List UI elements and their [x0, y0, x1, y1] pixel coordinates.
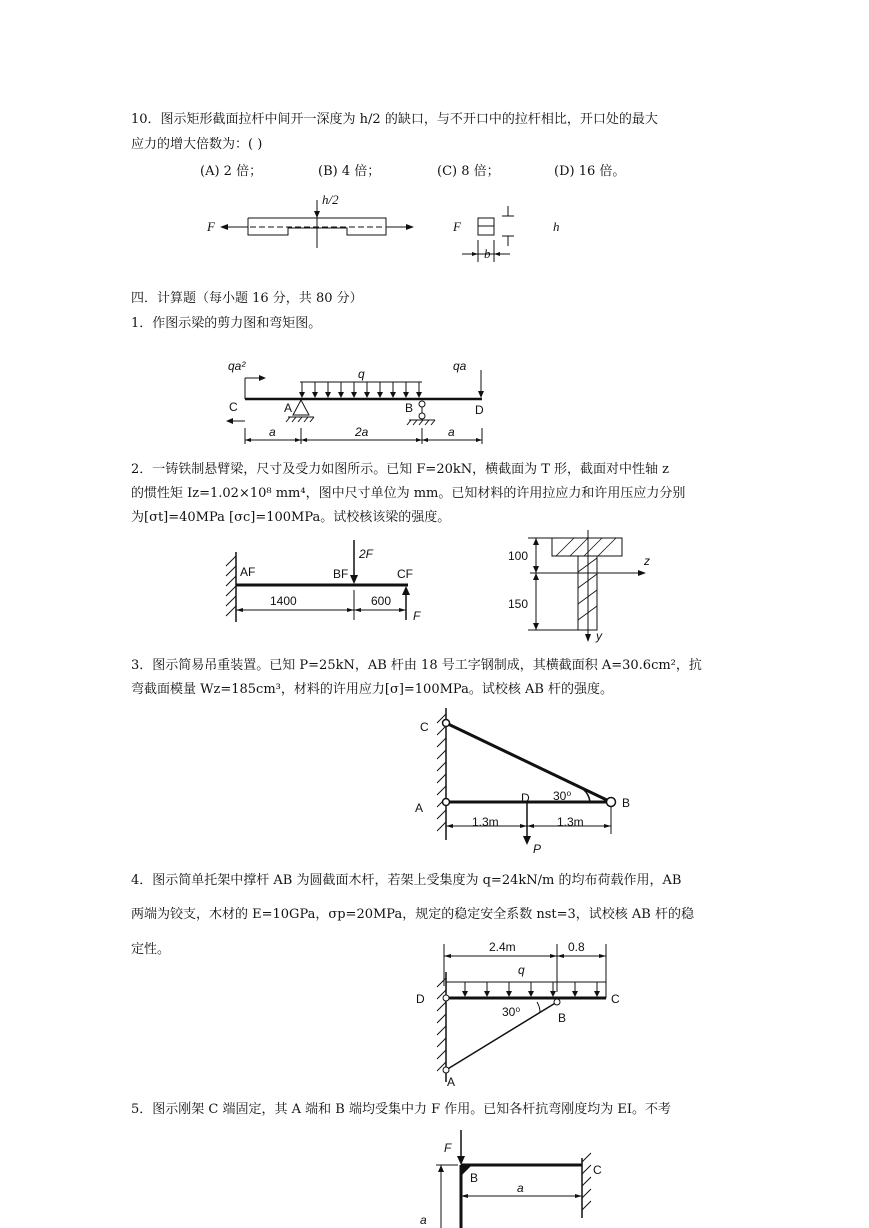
- q1-qa-label: qa: [453, 359, 467, 373]
- q4-len-1: 2.4m: [489, 940, 516, 954]
- q2-dim-100: 100: [508, 549, 529, 563]
- q10-line2: 应力的增大倍数为：( ): [131, 137, 263, 152]
- q2-axis-y: y: [596, 629, 602, 643]
- q2-len-1400: 1400: [270, 594, 297, 608]
- q2-line2: 的惯性矩 Iz=1.02×10⁸ mm⁴，图中尺寸单位为 mm。已知材料的许用拉应力和许用压应力分别: [131, 486, 686, 501]
- q1-dim-2: 2a: [355, 425, 369, 439]
- q3-point-b: B: [622, 796, 631, 810]
- q4-line1: 4．图示简单托架中撑杆 AB 为圆截面木杆，若架上受集度为 q=24kN/m 的均布荷载作用，AB: [131, 873, 682, 888]
- q4-len-2: 0.8: [568, 940, 585, 954]
- q3-point-a: A: [415, 801, 424, 815]
- q3-point-d: D: [521, 791, 530, 805]
- q4-point-c: C: [611, 992, 620, 1006]
- q2-line3: 为[σt]=40MPa [σc]=100MPa。试校核该梁的强度。: [131, 510, 451, 525]
- q10-b-label: b: [484, 246, 491, 261]
- q2-load-2f: 2F: [359, 547, 374, 561]
- q5-load-f: F: [444, 1141, 452, 1155]
- q5-dim-a-vertical: a: [420, 1213, 427, 1227]
- q4-point-d: D: [416, 992, 425, 1006]
- q10-option-c: (C) 8 倍；: [437, 164, 500, 179]
- q10-force-label: F: [207, 219, 215, 234]
- q2-len-600: 600: [371, 594, 392, 608]
- q4-point-a: A: [447, 1075, 456, 1089]
- q10-h-label: h: [553, 219, 560, 234]
- q3-angle: 30⁰: [553, 789, 572, 803]
- q5-dim-a-horizontal: a: [517, 1181, 524, 1195]
- q10-option-a: (A) 2 倍；: [200, 164, 263, 179]
- q10-notch-label: h/2: [322, 192, 339, 207]
- section4-title: 四．计算题（每小题 16 分，共 80 分）: [131, 291, 363, 306]
- q1-point-b: B: [405, 401, 414, 415]
- q10-option-d: (D) 16 倍。: [554, 164, 626, 179]
- q5-line1: 5．图示刚架 C 端固定，其 A 端和 B 端均受集中力 F 作用。已知各杆抗弯刚度均为 EI。不考: [131, 1102, 671, 1117]
- q1-dim-3: a: [448, 425, 455, 439]
- q2-load-f: F: [413, 609, 421, 623]
- q4-line2: 两端为铰支，木材的 E=10GPa，σp=20MPa，规定的稳定安全系数 nst=3，试校核 AB 杆的稳: [131, 907, 694, 922]
- q2-label-cf: CF: [397, 567, 413, 581]
- q1-point-d: D: [475, 403, 484, 417]
- q3-load-p: P: [533, 842, 542, 856]
- q2-axis-z: z: [644, 554, 650, 568]
- q2-dim-150: 150: [508, 597, 529, 611]
- q1-dim-1: a: [269, 425, 276, 439]
- q10-line1: 10．图示矩形截面拉杆中间开一深度为 h/2 的缺口，与不开口中的拉杆相比，开口处的最大: [131, 112, 658, 127]
- q10-option-b: (B) 4 倍；: [318, 164, 381, 179]
- q1-q-label: q: [358, 367, 365, 381]
- q2-label-af: AF: [240, 565, 256, 579]
- q1-point-a: A: [284, 401, 293, 415]
- q3-line2: 弯截面模量 Wz=185cm³，材料的许用应力[σ]=100MPa。试校核 AB 杆的强度。: [131, 682, 614, 697]
- q4-line3: 定性。: [131, 942, 171, 957]
- q1-moment-label: qa²: [228, 359, 246, 373]
- q10-section-force: F: [453, 219, 461, 234]
- q3-len-1: 1.3m: [472, 815, 499, 829]
- q3-point-c: C: [420, 720, 429, 734]
- q3-line1: 3．图示简易吊重装置。已知 P=25kN，AB 杆由 18 号工字钢制成，其横截面积 A=30.6cm²，抗: [131, 658, 702, 673]
- q2-line1: 2．一铸铁制悬臂梁，尺寸及受力如图所示。已知 F=20kN，横截面为 T 形，截面对中性轴 z: [131, 462, 670, 477]
- q4-q-label: q: [518, 963, 525, 977]
- q1-point-c: C: [229, 400, 238, 414]
- q1-text: 1．作图示梁的剪力图和弯矩图。: [131, 316, 322, 331]
- q5-point-b: B: [470, 1171, 479, 1185]
- q3-len-2: 1.3m: [557, 815, 584, 829]
- q2-label-bf: BF: [333, 567, 349, 581]
- q5-point-c: C: [593, 1163, 602, 1177]
- q4-angle: 30⁰: [502, 1005, 521, 1019]
- q4-point-b: B: [558, 1011, 567, 1025]
